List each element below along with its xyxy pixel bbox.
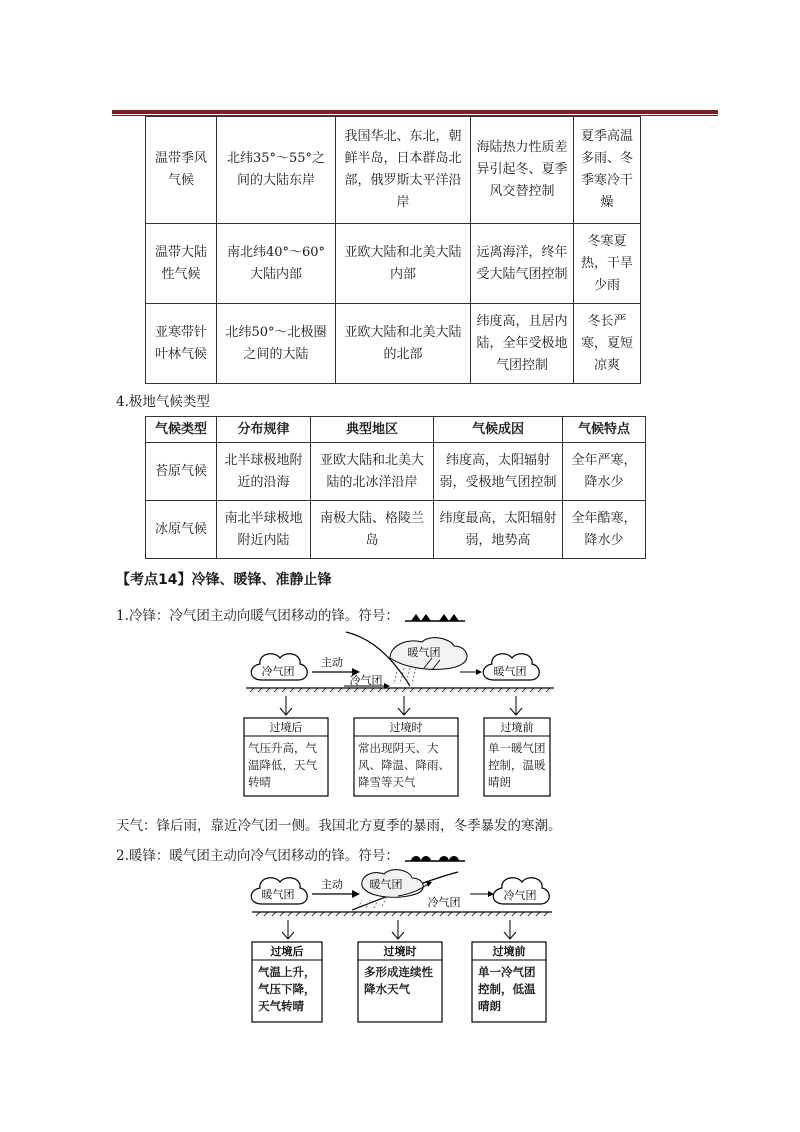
cold-mass-label: 冷气团 xyxy=(349,674,383,687)
table-row xyxy=(146,443,646,501)
table-cell: 纬度高，太阳辐射弱，受极地气团控制 xyxy=(434,443,563,501)
cold-front-symbol-icon xyxy=(403,610,467,624)
box-during-body: 多形成连续性降水天气 xyxy=(364,965,433,996)
table-cell: 亚欧大陆和北美大陆的北部 xyxy=(336,304,471,384)
table-row xyxy=(146,501,646,559)
table-cell: 温带季风气候 xyxy=(146,117,217,224)
box-before-body: 单一冷气团控制，低温晴朗 xyxy=(478,965,536,1013)
box-after-title: 过境后 xyxy=(269,721,303,734)
climate-table-polar xyxy=(145,416,646,559)
box-after-body: 气压升高，气温降低，天气转晴 xyxy=(248,741,317,789)
table-cell: 我国华北、东北，朝鲜半岛，日本群岛北部，俄罗斯太平洋沿岸 xyxy=(336,117,471,224)
table-cell: 冬寒夏热，干旱少雨 xyxy=(574,224,641,304)
table-cell: 温带大陆性气候 xyxy=(146,224,217,304)
right-cloud-label: 冷气团 xyxy=(503,889,537,902)
box-after-title: 过境后 xyxy=(270,945,304,958)
left-cloud-label: 暖气团 xyxy=(261,888,295,901)
arrow-label: 主动 xyxy=(321,656,343,669)
main-arrow-icon xyxy=(312,890,360,898)
warm-front-symbol-icon xyxy=(403,850,467,864)
warm-mass-label: 暖气团 xyxy=(407,646,441,659)
warm-front-intro xyxy=(116,846,467,866)
left-cloud-label: 冷气团 xyxy=(261,665,295,678)
warm-mass-label: 暖气团 xyxy=(369,878,403,891)
table-cell: 远离海洋，终年受大陆气团控制 xyxy=(471,224,574,304)
table-cell: 纬度高，且居内陆，全年受极地气团控制 xyxy=(471,304,574,384)
table-cell: 南极大陆、格陵兰岛 xyxy=(311,501,434,559)
column-header: 气候特点 xyxy=(563,417,646,443)
kaodian-heading: 【考点14】冷锋、暖锋、准静止锋 xyxy=(116,572,332,588)
table-row xyxy=(146,117,641,224)
warm-front-intro-text: 2.暖锋：暖气团主动向冷气团移动的锋。符号： xyxy=(116,848,399,864)
table-cell: 全年酷寒，降水少 xyxy=(563,501,646,559)
right-cloud-label: 暖气团 xyxy=(493,665,527,678)
section-title-polar: 4.极地气候类型 xyxy=(116,394,210,410)
table-cell: 海陆热力性质差异引起冬、夏季风交替控制 xyxy=(471,117,574,224)
cold-front-intro-text: 1.冷锋：冷气团主动向暖气团移动的锋。符号： xyxy=(116,608,399,624)
down-arrow-icons xyxy=(280,696,522,715)
table-cell: 冰原气候 xyxy=(146,501,217,559)
table-cell: 冬长严寒，夏短凉爽 xyxy=(574,304,641,384)
box-before-body: 单一暖气团控制，温暖晴朗 xyxy=(488,741,546,789)
table-cell: 北纬50°～北极圈之间的大陆 xyxy=(217,304,336,384)
header-rule xyxy=(112,110,718,114)
table-row xyxy=(146,224,641,304)
cold-front-intro xyxy=(116,606,467,626)
cold-front-weather: 天气：锋后雨，靠近冷气团一侧。我国北方夏季的暴雨，冬季暴发的寒潮。 xyxy=(116,818,562,834)
side-arrow-icon xyxy=(470,891,494,897)
column-header: 典型地区 xyxy=(311,417,434,443)
table-row xyxy=(146,304,641,384)
climate-table-temperate xyxy=(145,116,641,384)
table-cell: 南北半球极地附近内陆 xyxy=(217,501,311,559)
box-during-title: 过境时 xyxy=(383,945,417,958)
box-during-body: 常出现阴天、大风、降温、降雨、降雪等天气 xyxy=(358,741,450,789)
table-cell: 苔原气候 xyxy=(146,443,217,501)
column-header: 气候成因 xyxy=(434,417,563,443)
table-cell: 南北纬40°～60°大陆内部 xyxy=(217,224,336,304)
box-before-title: 过境前 xyxy=(492,945,526,958)
column-header: 分布规律 xyxy=(217,417,311,443)
table-cell: 亚寒带针叶林气候 xyxy=(146,304,217,384)
ground-hatch xyxy=(246,688,554,692)
table-cell: 纬度最高，太阳辐射弱，地势高 xyxy=(434,501,563,559)
down-arrow-icons xyxy=(282,920,516,939)
arrow-label: 主动 xyxy=(321,878,343,891)
table-cell: 亚欧大陆和北美大陆内部 xyxy=(336,224,471,304)
table-cell: 北纬35°～55°之间的大陆东岸 xyxy=(217,117,336,224)
cold-mass-label: 冷气团 xyxy=(427,896,461,909)
box-during-title: 过境时 xyxy=(389,721,423,734)
table-cell: 北半球极地附近的沿海 xyxy=(217,443,311,501)
table-cell: 全年严寒，降水少 xyxy=(563,443,646,501)
box-before-title: 过境前 xyxy=(500,721,534,734)
table-cell: 亚欧大陆和北美大陆的北冰洋沿岸 xyxy=(311,443,434,501)
table-cell: 夏季高温多雨、冬季寒冷干燥 xyxy=(574,117,641,224)
table-header-row xyxy=(146,417,646,443)
column-header: 气候类型 xyxy=(146,417,217,443)
box-after-body: 气温上升，气压下降，天气转晴 xyxy=(258,965,316,1013)
ground-hatch xyxy=(252,912,552,916)
